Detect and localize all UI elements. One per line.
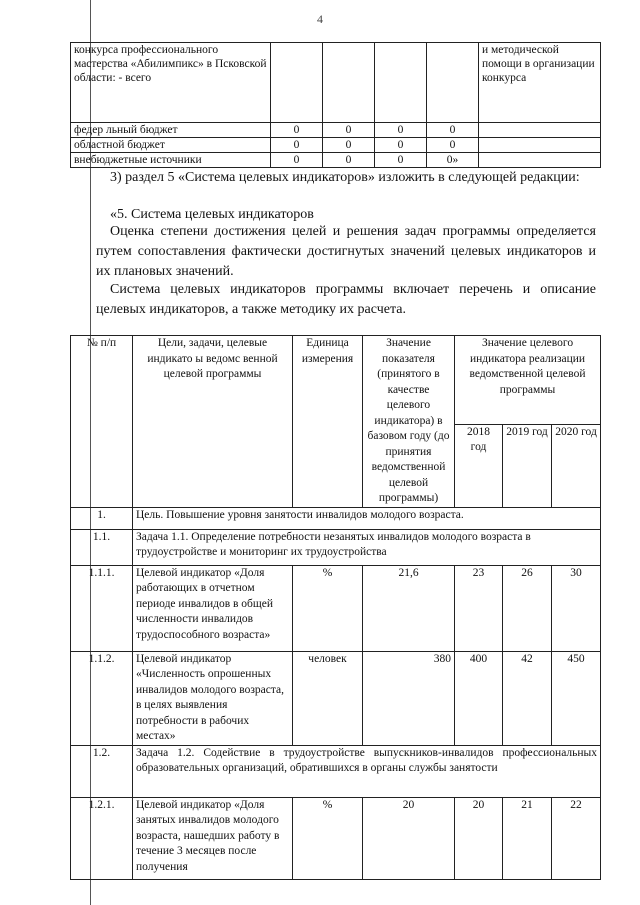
financing-head-note: и методической помощи в организации конкурса [479, 43, 601, 123]
paragraph-system: Система целевых индикаторов программы включает перечень и описание целевых индикаторов, а также методику их расчета. [96, 282, 596, 317]
financing-head-row [71, 43, 601, 123]
indicator-row: 1.2.1. Целевой индикатор «Доля занятых инвалидов молодого возраста, нашедших работу в течение 3 месяцев после получения % 20 20 21 22 [71, 797, 601, 879]
header-year-2019: 2019 год [503, 424, 552, 507]
financing-row: внебюджетные источники 0 0 0 0» [71, 153, 601, 168]
header-num: № п/п [71, 336, 133, 508]
header-base-value: Значение показателя (принятого в качестве целевого индикатора) в базовом году (до принятия ведомственной целевой программы) [363, 336, 455, 508]
header-row [71, 336, 601, 425]
header-year-2020: 2020 год [552, 424, 601, 507]
task-row: 1.1. Задача 1.1. Определение потребности незанятых инвалидов молодого возраста в трудоустройстве и мониторинг их трудоустройства [71, 529, 601, 565]
header-unit: Единица измерения [293, 336, 363, 508]
header-year-2018: 2018 год [455, 424, 503, 507]
financing-head-name: конкурса профессионального мастерства «Абилимпикс» в Псковской области: - всего [71, 43, 271, 123]
page-number: 4 [317, 12, 323, 26]
financing-row: федер льный бюджет 0 0 0 0 [71, 123, 601, 138]
financing-table [70, 42, 601, 168]
section-heading: «5. Система целевых индикаторов [110, 207, 314, 222]
header-target-value: Значение целевого индикатора реализации ведомственной целевой программы [455, 336, 601, 425]
indicators-table [70, 335, 601, 880]
header-name: Цели, задачи, целевые индикато ы ведомс венной целевой программы [133, 336, 293, 508]
indicator-row: 1.1.2. Целевой индикатор «Численность опрошенных инвалидов молодого возраста, в целях выявления потребности в рабочих местах» человек 380 400 42 450 [71, 651, 601, 745]
paragraph-amendment: 3) раздел 5 «Система целевых индикаторов» изложить в следующей редакции: [110, 170, 580, 185]
goal-row: 1. Цель. Повышение уровня занятости инвалидов молодого возраста. [71, 507, 601, 529]
financing-row: областной бюджет 0 0 0 0 [71, 138, 601, 153]
task-row: 1.2. Задача 1.2. Содействие в трудоустройстве выпускников-инвалидов профессиональных образовательных организаций, обратившихся в органы службы занятости [71, 745, 601, 797]
indicator-row: 1.1.1. Целевой индикатор «Доля работающих в отчетном периоде инвалидов в общей численности инвалидов трудоспособного возраста» % 21,6 23 26 30 [71, 565, 601, 651]
paragraph-evaluation: Оценка степени достижения целей и решения задач программы определяется путем сопоставления фактически достигнутых значений целевых индикаторов и их плановых значений. [96, 224, 596, 279]
